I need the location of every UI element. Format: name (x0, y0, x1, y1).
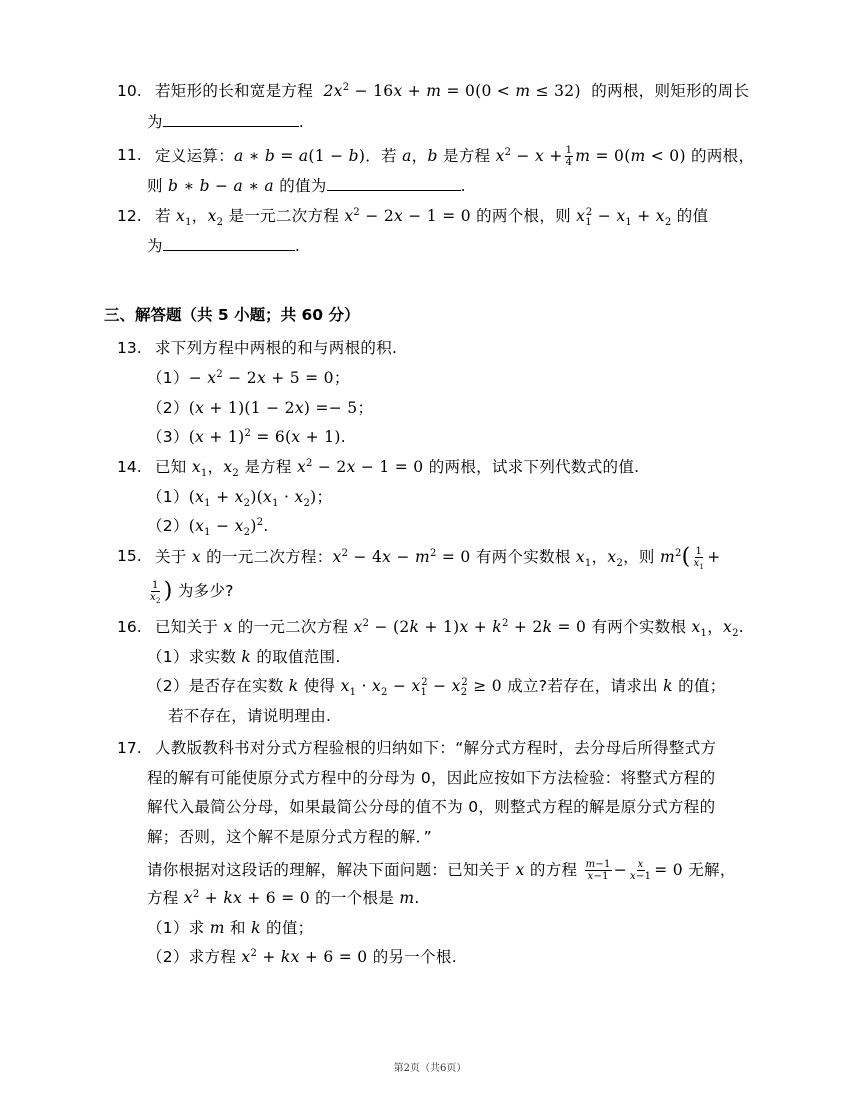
section-heading: 三、解答题（共 5 小题；共 60 分） (104, 306, 360, 324)
question-17-line-5: 请你根据对这段话的理解，解决下面问题：已知关于 x 的方程 $\frac{m-1}{x-1}$ − $\frac{x}{x-1}$ = 0 无解， (147, 859, 736, 882)
question-17-line-4: 解；否则，这个解不是原分式方程的解．” (147, 828, 432, 846)
question-13-stem: 求下列方程中两根的和与两根的积. (155, 339, 398, 357)
question-16-part-2-cont: 若不存在，请说明理由. (168, 707, 332, 725)
question-number: 16. (117, 618, 142, 636)
question-number: 10. (117, 82, 142, 100)
question-17-line-6: 方程 $x^2$ + kx + 6 = 0 的一个根是 m. (147, 888, 420, 907)
question-17-line-1: 人教版教科书对分式方程验根的归纳如下：“解分式方程时，去分母后所得整式方 (155, 739, 717, 757)
question-10-line-1: 若矩形的长和宽是方程 $2x^2 - 16x + m = 0(0 < m \le 32)$ 的两根，则矩形的周长 (155, 81, 750, 100)
question-11-line-2: 则 b ∗ b − a ∗ a 的值为 . (147, 177, 466, 195)
question-number: 15. (117, 547, 142, 565)
question-14-part-1: $(1)(x_1 + x_2)(x_1 \cdot x_2)$； (147, 488, 333, 510)
question-number: 17. (117, 739, 142, 757)
question-11-line-1: 定义运算：a ∗ b = a(1 − b)．若 a，b 是方程 $x^2 - x$ + $\frac{1}{4}$ m = 0(m < 0) 的两根， (155, 145, 755, 168)
question-12-line-2: 为 . (147, 237, 301, 255)
question-13-part-3: $(3)(x + 1)^2 = 6(x + 1)$. (147, 427, 346, 446)
question-15-line-1: 关于 x 的一元二次方程：$x^2 - 4x - m^2 = 0$ 有两个实数根 $x_1$，$x_2$，则 $m^2$( $\frac{1}{x_1}$ + (155, 544, 721, 571)
question-14-stem: 已知 $x_1$，$x_2$ 是方程 $x^2 - 2x - 1 = 0$ 的两根，试求下列代数式的值. (155, 457, 640, 480)
question-13-part-1: $(1)- x^2 - 2x + 5 = 0$； (147, 368, 350, 387)
question-10-line-2: 为 . (147, 113, 305, 131)
question-number: 11. (117, 146, 142, 164)
answer-blank[interactable] (163, 235, 295, 251)
question-17-line-3: 解代入最简公分母，如果最简公分母的值不为 0，则整式方程的解是原分式方程的 (147, 798, 716, 816)
question-12-line-1: 若 $x_1$，$x_2$ 是一元二次方程 $x^2 - 2x - 1 = 0$ 的两个根，则 $x_1^2 - x_1 + x_2$ 的值 (155, 206, 709, 229)
page-footer: 第2页（共6页） (393, 1063, 467, 1074)
answer-blank[interactable] (327, 175, 461, 191)
question-number: 13. (117, 339, 142, 357)
question-15-line-2: $\frac{1}{x_2}$ ) 为多少? (150, 578, 234, 605)
question-16-part-2: （2）是否存在实数 k 使得 $x_1 \cdot x_2 - x_1^2 - x_2^2 \ge 0$ 成立?若存在，请求出 k 的值； (147, 676, 726, 699)
question-17-part-1: （1）求 m 和 k 的值； (147, 919, 314, 937)
answer-blank[interactable] (163, 111, 299, 127)
question-number: 12. (117, 207, 142, 225)
question-14-part-2: $(2)(x_1 - x_2)^2$. (147, 516, 269, 539)
question-number: 14. (117, 458, 142, 476)
question-16-stem: 已知关于 x 的一元二次方程 $x^2 - (2k + 1)x + k^2 + 2k = 0$ 有两个实数根 $x_1$，$x_2$. (155, 617, 744, 640)
question-17-part-2: （2）求方程 $x^2$ + kx + 6 = 0 的另一个根. (147, 947, 457, 966)
question-13-part-2: （2）(x + 1)(1 − 2x) =− 5； (147, 399, 374, 417)
question-16-part-1: （1）求实数 k 的取值范围. (147, 648, 341, 666)
question-17-line-2: 程的解有可能使原分式方程中的分母为 0，因此应按如下方法检验：将整式方程的 (147, 769, 716, 787)
